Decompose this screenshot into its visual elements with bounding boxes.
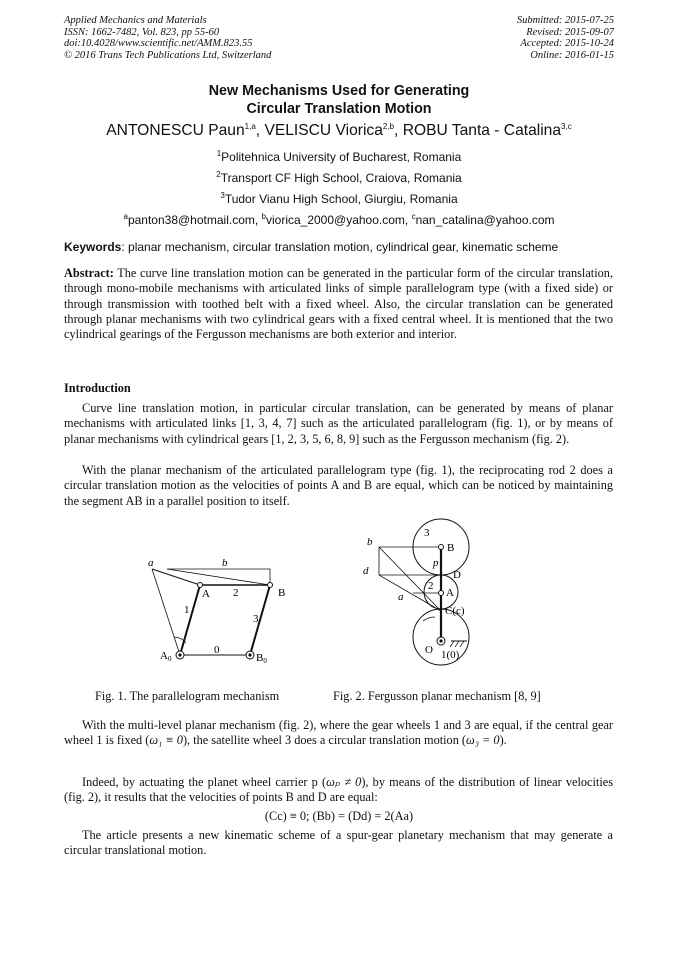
fig1-label-1: 1 (184, 604, 190, 616)
fig1-label-a: a (148, 557, 154, 569)
paragraph-2: With the planar mechanism of the articulated parallelogram type (fig. 1), the reciprocating rod 2 does a circular translation motion as the velocities of points A and B are equal, which can be noticed by maintaining the segment AB in a parallel position to itself. (64, 463, 613, 508)
affiliation-sup: 1 (216, 149, 222, 158)
affiliation-1 (0, 150, 678, 164)
fig2-caption: Fig. 2. Fergusson planar mechanism [8, 9] (333, 689, 541, 703)
fig2-ground-hatch (460, 641, 464, 647)
fig1-label-A: A (202, 588, 210, 600)
issn: ISSN: 1662-7482, Vol. 823, pp 55-60 (64, 26, 220, 38)
fig1-link-1 (180, 585, 200, 655)
fig2-joint-A (439, 591, 444, 596)
inline-equation: ω₁ ≡ 0 (149, 733, 183, 748)
email-sup: b (261, 212, 266, 221)
fig2-label-b: b (367, 536, 373, 548)
fig2-label-O: O (425, 644, 433, 656)
affiliation-text: Politehnica University of Bucharest, Romania (221, 150, 462, 164)
fig1-label-0: 0 (214, 644, 220, 656)
fig1-joint-B (268, 583, 273, 588)
fig2-label-C: C(c) (445, 605, 465, 617)
fig2-label-a: a (398, 591, 404, 603)
fig1-label-b: b (222, 557, 228, 569)
keywords-text: : planar mechanism, circular translation motion, cylindrical gear, kinematic scheme (121, 240, 559, 254)
paragraph-3-text: ), the satellite wheel 3 does a circular translation motion ( (182, 733, 467, 748)
journal-header-left (64, 15, 271, 61)
email-link[interactable]: nan_catalina@yahoo.com (415, 213, 555, 227)
revised-date: Revised: 2015-09-07 (526, 26, 614, 38)
affiliation-sup: 2 (216, 170, 221, 179)
fig1-construction-line (152, 569, 180, 655)
fig2-label-3: 3 (424, 527, 430, 539)
fig2-ground-hatch (455, 641, 459, 647)
author-list (0, 122, 678, 140)
section-heading-introduction: Introduction (64, 381, 131, 395)
copyright: © 2016 Trans Tech Publications Ltd, Switzerland (64, 49, 272, 61)
accepted-date: Accepted: 2015-10-24 (520, 38, 614, 50)
paragraph-4-text: Indeed, by actuating the planet wheel carrier p ( (82, 775, 327, 789)
author-name: VELISCU Viorica (264, 122, 383, 139)
author-sep: , (394, 122, 403, 139)
paragraph-5: The article presents a new kinematic scheme of a spur-gear planetary mechanism that may generate a circular translational motion. (64, 828, 613, 858)
display-equation: (Cc) ≡ 0; (Bb) = (Dd) = 2(Aa) (264, 809, 414, 823)
author-sep: , (255, 122, 265, 139)
fig1-joint-A (198, 583, 203, 588)
author-sup: 1,a (244, 121, 256, 131)
paragraph-4 (64, 775, 613, 806)
title-line-1: New Mechanisms Used for Generating (208, 83, 470, 99)
fig2-label-A: A (446, 587, 454, 599)
fig2-distribution-line-1 (379, 547, 441, 611)
fig1-label-B: B (278, 587, 286, 599)
fig1-parallelogram-diagram (140, 555, 310, 670)
abstract-label: Abstract: (64, 266, 114, 280)
fig2-pivot-O-center (439, 639, 442, 642)
journal-header-right (517, 15, 614, 61)
author-sup: 3,c (561, 121, 572, 131)
author-name: ROBU Tanta - Catalina (402, 122, 562, 139)
paragraph-4-text: ), by means of the distribution of linear velocities (fig. 2), it results that the velocities of points B and D are equal: (64, 775, 613, 805)
paragraph-3-text: With the multi-level planar mechanism (fig. 2), where the gear wheels 1 and 3 are equal, if the central gear wheel 1 is fixed ( (64, 718, 613, 748)
inline-equation: ωₚ ≠ 0 (326, 775, 362, 789)
author-sup: 2,b (382, 121, 395, 131)
email-sup: a (123, 212, 128, 221)
paragraph-1: Curve line translation motion, in particular circular translation, can be generated by means of planar mechanisms with articulated links [1, 3, 4, 7] such as the articulated parallelogram (fig. 1), or by means of planar mechanisms with cylindrical gears [1, 2, 3, 5, 6, 8, 9] such as the Fergusson mechanism (fig. 2). (64, 401, 613, 446)
fig2-label-p: p (433, 557, 439, 569)
fig1-label-B0: B0 (256, 652, 267, 665)
doi: doi:10.4028/www.scientific.net/AMM.823.55 (64, 38, 253, 50)
fig1-label-A0: A0 (160, 650, 172, 663)
fig2-label-2: 2 (428, 580, 434, 592)
fig2-rotation-arc (423, 617, 435, 621)
online-date: Online: 2016-01-15 (530, 49, 614, 61)
affiliation-text: Transport CF High School, Craiova, Romania (220, 171, 462, 185)
fig2-label-1-0: 1(0) (441, 649, 460, 661)
fig2-ground-hatch (450, 641, 454, 647)
email-sup: c (411, 212, 416, 221)
email-line (0, 213, 678, 227)
fig1-label-2: 2 (233, 587, 239, 599)
fig2-label-B: B (447, 542, 455, 554)
email-link[interactable]: panton38@hotmail.com, (127, 213, 262, 227)
fig1-velocity-a (152, 569, 200, 585)
paper-title (0, 82, 678, 118)
abstract (64, 266, 613, 342)
submitted-date: Submitted: 2015-07-25 (516, 15, 614, 26)
affiliation-3 (0, 192, 678, 206)
journal-name: Applied Mechanics and Materials (64, 15, 207, 26)
fig2-label-D: D (453, 569, 461, 581)
abstract-text: The curve line translation motion can be generated in the particular form of the circular translation, through mono-mobile mechanisms with articulated links of simple parallelogram type (with a fixed side) or through transmission with toothed belt with a fixed wheel. Also, the circular translation can be generated through planar mechanisms with two cylindrical gears with a fixed central wheel. It is mentioned that the two cylindrical gearings of the Fergusson mechanisms are both exterior and interior. (64, 266, 613, 342)
fig2-label-d: d (363, 565, 369, 577)
paragraph-3-text: ). (499, 733, 507, 748)
fig2-fergusson-diagram (355, 517, 515, 672)
keywords-label: Keywords (64, 240, 122, 254)
fig1-velocity-b-left (167, 569, 270, 585)
fig1-label-3: 3 (253, 613, 259, 625)
fig2-joint-B (439, 545, 444, 550)
affiliation-text: Tudor Vianu High School, Giurgiu, Romania (224, 192, 458, 206)
fig1-pivot-A0-center (178, 653, 181, 656)
inline-equation: ω₃ = 0 (466, 733, 500, 748)
fig1-caption: Fig. 1. The parallelogram mechanism (95, 689, 280, 703)
keywords (64, 240, 616, 254)
affiliation-2 (0, 171, 678, 185)
fig1-pivot-B0-center (248, 653, 251, 656)
paragraph-3 (64, 718, 613, 749)
email-link[interactable]: viorica_2000@yahoo.com, (265, 213, 412, 227)
title-line-2: Circular Translation Motion (246, 101, 432, 117)
affiliation-sup: 3 (220, 191, 225, 200)
author-name: ANTONESCU Paun (106, 122, 245, 139)
